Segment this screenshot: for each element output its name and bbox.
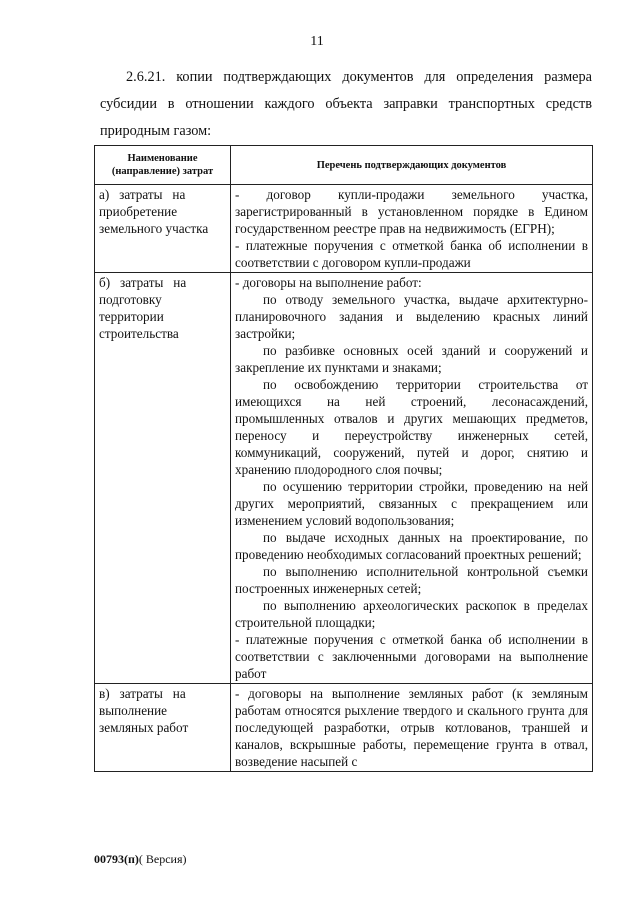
table-row	[95, 185, 593, 273]
document-item: - платежные поручения с отметкой банка об исполнении в соответствии с договором купли-продажи	[235, 238, 588, 270]
footer-document-code	[94, 852, 187, 867]
category-line: земельного участка	[99, 221, 209, 236]
document-item: по выполнению исполнительной контрольной съемки построенных инженерных сетей;	[235, 564, 588, 596]
document-item: по разбивке основных осей зданий и сооружений и закрепление их пунктами и знаками;	[235, 343, 588, 375]
category-line: приобретение	[99, 204, 178, 219]
table-row	[95, 684, 593, 772]
document-item: по отводу земельного участка, выдаче архитектурно-планировочного задания и выделению красных линий застройки;	[235, 292, 588, 341]
intro-text: 2.6.21. копии подтверждающих документов для определения размера субсидии в отношении каждого объекта заправки транспортных средств природным газом:	[100, 69, 592, 139]
document-item: - договоры на выполнение земляных работ (к земляным работам относятся рыхление твердого и скального грунта для последующей разработки, отрыв котлованов, траншей и каналов, вскрышные работы, перемещение грунта в отвал, возведение насыпей с	[235, 686, 588, 769]
document-item: по выдаче исходных данных на проектирование, по проведению необходимых согласований проектных решений;	[235, 530, 588, 562]
documents-cell	[231, 273, 593, 684]
category-line: территории	[99, 309, 164, 324]
category-line: выполнение	[99, 703, 168, 718]
category-line: б) затраты на	[99, 275, 187, 290]
footer-code: 00793(п)	[94, 852, 139, 866]
document-item: по выполнению археологических раскопок в пределах строительной площадки;	[235, 598, 588, 630]
header-documents-list: Перечень подтверждающих документов	[231, 146, 593, 185]
cost-category-cell	[95, 684, 231, 772]
category-line: а) затраты на	[99, 187, 186, 202]
header-cost-name: Наименование (направление) затрат	[95, 146, 231, 185]
documents-cell	[231, 185, 593, 273]
intro-paragraph	[100, 64, 592, 145]
table-row	[95, 273, 593, 684]
document-item: по осушению территории стройки, проведению на ней других мероприятий, связанных с прекращением или изменением условий водопользования;	[235, 479, 588, 528]
category-line: подготовку	[99, 292, 162, 307]
cost-category-cell	[95, 273, 231, 684]
cost-category-cell	[95, 185, 231, 273]
category-line: земляных работ	[99, 720, 189, 735]
page-number: 11	[310, 34, 324, 49]
documents-cell	[231, 684, 593, 772]
document-item: - договоры на выполнение работ:	[235, 275, 422, 290]
document-item: - платежные поручения с отметкой банка об исполнении в соответствии с заключенными договорами на выполнение работ	[235, 632, 588, 681]
footer-version: ( Версия)	[138, 852, 187, 866]
document-item: - договор купли-продажи земельного участка, зарегистрированный в установленном порядке в Едином государственном реестре прав на недвижимость (ЕГРН);	[235, 187, 588, 236]
category-line: в) затраты на	[99, 686, 186, 701]
table-header-row	[95, 146, 593, 185]
documents-table	[94, 145, 593, 772]
category-line: строительства	[99, 326, 179, 341]
document-item: по освобождению территории строительства от имеющихся на ней строений, лесонасаждений, промышленных отвалов и других мешающих предметов, переносу и переустройству инженерных сетей, коммуникаций, сооружений, путей и дорог, снятию и хранению плодородного слоя почвы;	[235, 377, 588, 477]
